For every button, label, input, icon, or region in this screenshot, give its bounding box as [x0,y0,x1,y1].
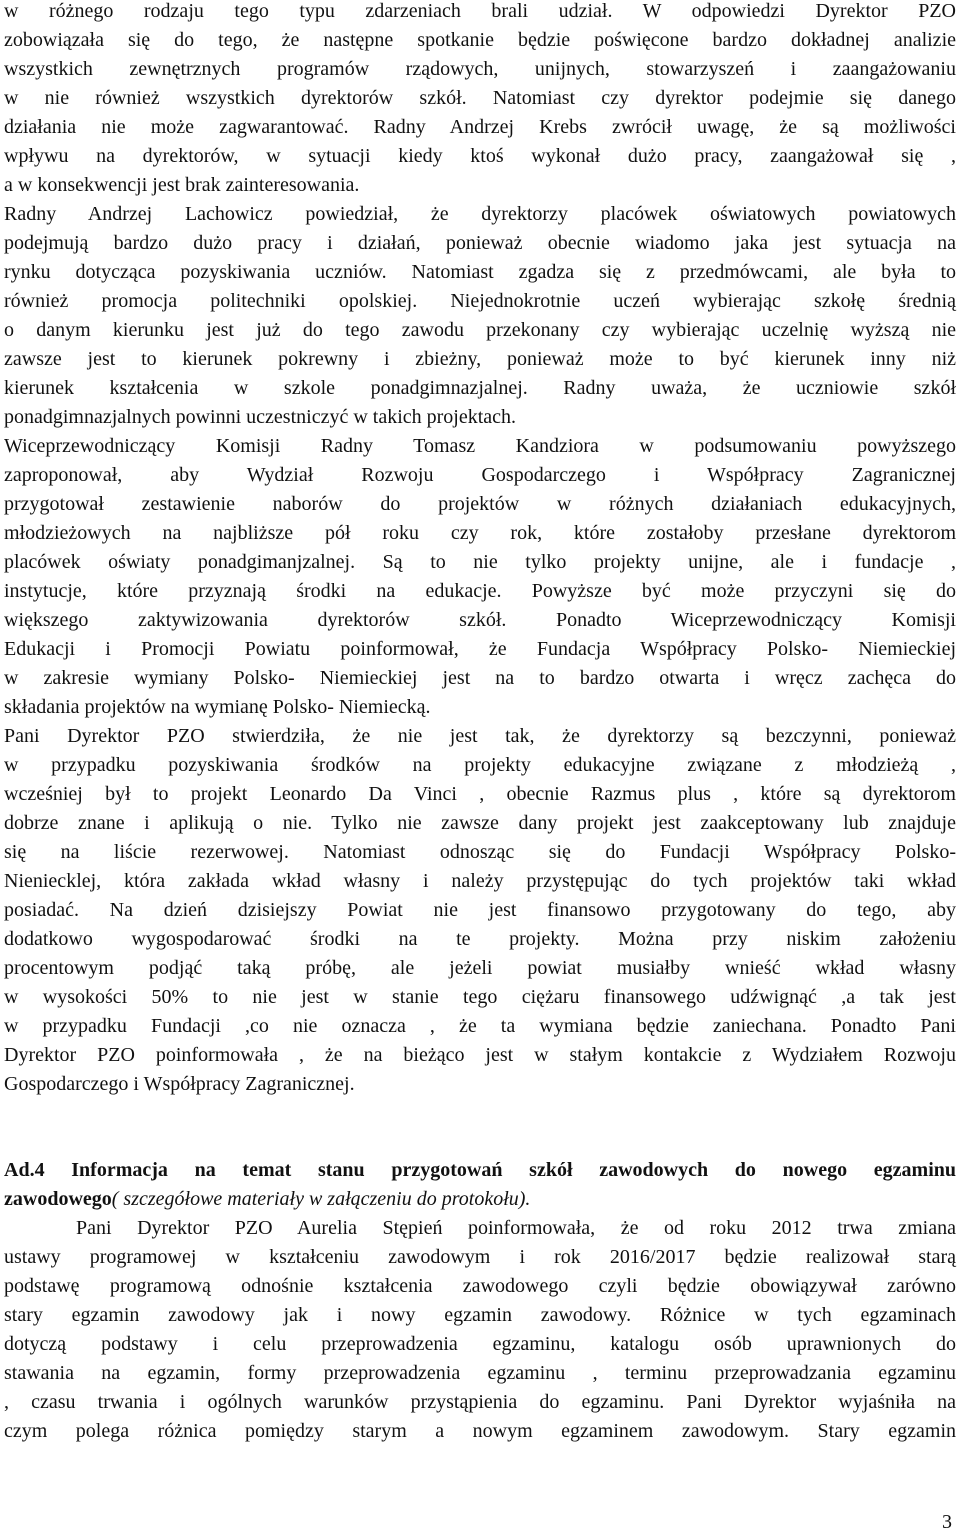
text-line: ustawy programowej w kształceniu zawodowym i rok 2016/2017 będzie realizował starą [4,1246,956,1268]
text-line: przygotował zestawienie naborów do projektów w różnych działaniach edukacyjnych, [4,493,956,515]
text-line: wszystkich zewnętrznych programów rządowych, unijnych, stowarzyszeń i zaangażowaniu [4,58,956,80]
text-line: , czasu trwania i ogólnych warunków przystąpienia do egzaminu. Pani Dyrektor wyjaśniła na [4,1391,956,1413]
text-line: Gospodarczego i Współpracy Zagranicznej. [4,1073,355,1095]
text-line: zawsze jest to kierunek pokrewny i zbieżny, ponieważ może to być kierunek inny niż [4,348,956,370]
text-line: w wysokości 50% to nie jest w stanie tego ciężaru finansowego udźwignąć ,a tak jest [4,986,956,1008]
text-line: o danym kierunku jest już do tego zawodu przekonany czy wybierając uczelnię wyższą nie [4,319,956,341]
text-line: się na liście rezerwowej. Natomiast odnosząc się do Fundacji Współpracy Polsko- [4,841,956,863]
text-line: w nie również wszystkich dyrektorów szkół. Natomiast czy dyrektor podejmie się danego [4,87,956,109]
text-line: dobrze znane i aplikują o nie. Tylko nie zawsze dany projekt jest zaakceptowany lub znajduje [4,812,956,834]
paragraph-5 [4,1214,956,1446]
heading-line [4,1185,956,1214]
text-line: Pani Dyrektor PZO Aurelia Stępień poinformowała, że od roku 2012 trwa zmiana [76,1217,956,1239]
text-line: a w konsekwencji jest brak zainteresowania. [4,174,360,196]
text-line: składania projektów na wymianę Polsko- Niemiecką. [4,696,431,718]
text-line: w zakresie wymiany Polsko- Niemieckiej jest na to bardzo otwarta i wręcz zachęca do [4,667,956,689]
text-line: Pani Dyrektor PZO stwierdziła, że nie jest tak, że dyrektorzy są bezczynni, ponieważ [4,725,956,747]
attachment-note: ( szczegółowe materiały w załączeniu do protokołu). [111,1188,531,1210]
text-line: Wiceprzewodniczący Komisji Radny Tomasz Kandziora w podsumowaniu powyższego [4,435,956,457]
text-line: czym polega różnica pomiędzy starym a nowym egzaminem zawodowym. Stary egzamin [4,1420,956,1442]
text-line: wcześniej był to projekt Leonardo Da Vinci , obecnie Razmus plus , które są dyrektorom [4,783,956,805]
section-heading [4,1156,956,1214]
paragraph-2 [4,200,956,432]
text-line: Dyrektor PZO poinformowała , że na bieżąco jest w stałym kontakcie z Wydziałem Rozwoju [4,1044,956,1066]
paragraph-4 [4,722,956,1099]
text-line: placówek oświaty ponadgimanjzalnej. Są to nie tylko projekty unijne, ale i fundacje , [4,551,956,573]
text-line: działania nie może zagwarantować. Radny Andrzej Krebs zwrócił uwagę, że są możliwości [4,116,956,138]
text-line: zobowiązała się do tego, że następne spotkanie będzie poświęcone bardzo dokładnej analizie [4,29,956,51]
text-line: instytucje, które przyznają środki na edukacje. Powyższe być może przyczyni się do [4,580,956,602]
text-line: wpływu na dyrektorów, w sytuacji kiedy ktoś wykonał dużo pracy, zaangażował się , [4,145,956,167]
text-line: Nieniecklej, która zakłada wkład własny i należy przystępując do tych projektów taki wkład [4,870,956,892]
text-line: podejmują bardzo dużo pracy i działań, ponieważ obecnie wiadomo jaka jest sytuacja na [4,232,956,254]
text-line: posiadać. Na dzień dzisiejszy Powiat nie jest finansowo przygotowany do tego, aby [4,899,956,921]
text-line: rynku dotycząca pozyskiwania uczniów. Natomiast zgadza się z przedmówcami, ale była to [4,261,956,283]
text-line: w przypadku Fundacji ,co nie oznacza , że ta wymiana będzie zaniechana. Ponadto Pani [4,1015,956,1037]
paragraph-3 [4,432,956,722]
text-line: Edukacji i Promocji Powiatu poinformował, że Fundacja Współpracy Polsko- Niemieckiej [4,638,956,660]
text-line: większego zaktywizowania dyrektorów szkół. Ponadto Wiceprzewodniczący Komisji [4,609,956,631]
heading-bold-text: zawodowego [4,1188,112,1210]
text-line: zaproponował, aby Wydział Rozwoju Gospodarczego i Współpracy Zagranicznej [4,464,956,486]
text-line: stary egzamin zawodowy jak i nowy egzamin zawodowy. Różnice w tych egzaminach [4,1304,956,1326]
text-line: w różnego rodzaju tego typu zdarzeniach brali udział. W odpowiedzi Dyrektor PZO [4,0,956,22]
page-number: 3 [942,1511,952,1533]
text-line: dotyczą podstawy i celu przeprowadzenia egzaminu, katalogu osób uprawnionych do [4,1333,956,1355]
text-line: ponadgimnazjalnych powinni uczestniczyć w takich projektach. [4,406,517,428]
text-line: podstawę programową odnośnie kształcenia zawodowego czyli będzie obowiązywał zarówno [4,1275,956,1297]
text-line: dodatkowo wygospodarować środki na te projekty. Można przy niskim założeniu [4,928,956,950]
text-line: stawania na egzamin, formy przeprowadzenia egzaminu , terminu przeprowadzania egzaminu [4,1362,956,1384]
text-line: młodzieżowych na najbliższe pół roku czy rok, które zostałoby przesłane dyrektorom [4,522,956,544]
text-line: Radny Andrzej Lachowicz powiedział, że dyrektorzy placówek oświatowych powiatowych [4,203,956,225]
text-line: również promocja politechniki opolskiej. Niejednokrotnie uczeń wybierając szkołę średnią [4,290,956,312]
heading-line: Ad.4 Informacja na temat stanu przygotowań szkół zawodowych do nowego egzaminu [4,1159,956,1181]
text-line: w przypadku pozyskiwania środków na projekty edukacyjne związane z młodzieżą , [4,754,956,776]
text-line: kierunek kształcenia w szkole ponadgimnazjalnej. Radny uważa, że uczniowie szkół [4,377,956,399]
text-line: procentowym podjąć taką próbę, ale jeżeli powiat musiałby wnieść wkład własny [4,957,956,979]
paragraph-1 [4,0,956,200]
